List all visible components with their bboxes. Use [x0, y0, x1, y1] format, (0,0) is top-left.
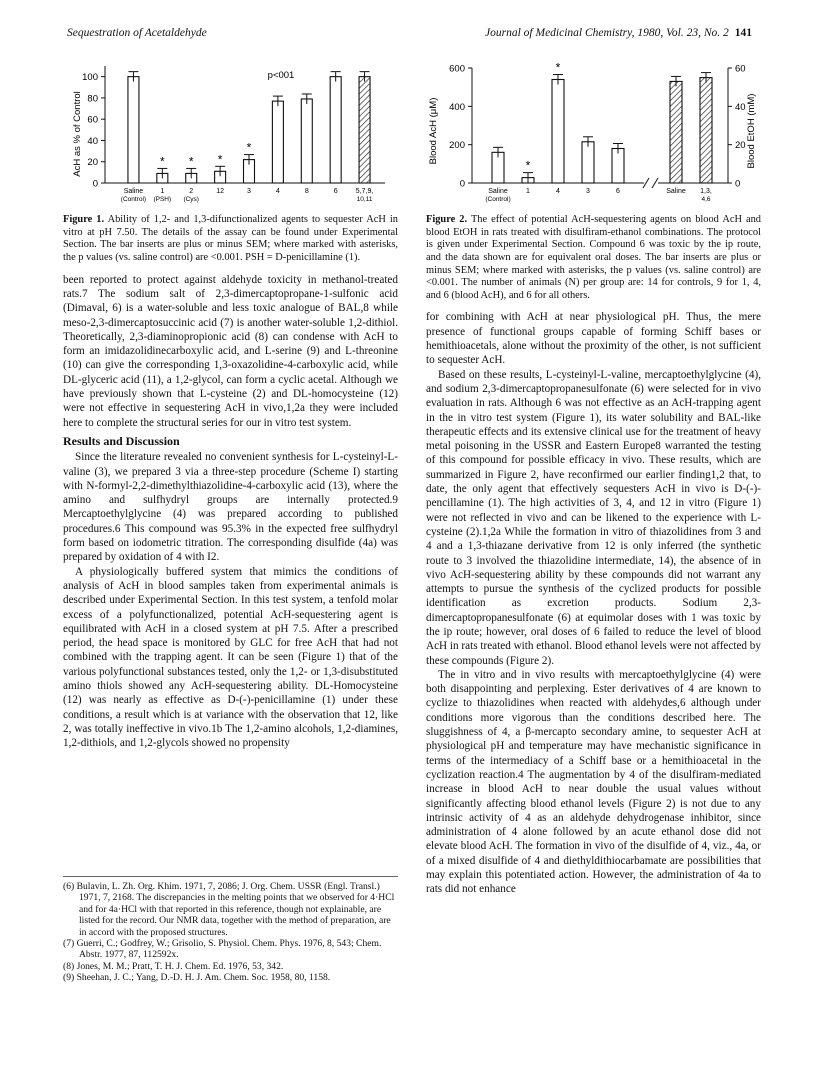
figure-2-right-y-tick-label: 20	[735, 140, 746, 152]
figure-1-x-tick-sublabel: (Cys)	[183, 196, 199, 203]
figure-2-ach-bar	[612, 149, 624, 184]
figure-2-right-y-tick-label: 0	[735, 178, 741, 190]
body-paragraph-in-vivo: Based on these results, L-cysteinyl-L-valine, mercaptoethylglycine (4), and sodium 2,3-dimercaptopropanesulfonate (6) were selected for in vivo evaluation in rats. Although 6 was not effective as an AcH-trapping agent in the in vitro test system (Figure 1), its water solubility and BAL-like therapeutic effects and its extensive clinical use for the treatment of heavy metal poisoning in the USSR and Eastern Europe8 warranted the testing of this compound for possible efficacy in vivo. These results, which are summarized in Figure 2, have reconfirmed our earlier finding1,2 that, to date, the only agent that effectively sequesters AcH in vivo is D-(-)-pencillamine (1). The high activities of 3, 4, and 12 in vitro (Figure 1) were not reflected in vivo and can be likened to the experience with L-cysteine (2).1,2a While the formation in vitro of thiazolidines from 3 and 4 and a 1,3-thiazane derivative from 12 is only inferred (the synthetic route to 3 involved the thiazolidine intermediate, 14), the absence of in vivo AcH-sequestering ability by these compounds did not warrant any attempts to pursue the synthesis of the cyclized products for possible identification as excretion products. Sodium 2,3-dimercaptopropanesulfonate (6) at equimolar doses with 1 was toxic by the ip route; however, oral doses of 6 failed to reduce the level of blood AcH in rats treated with ethanol. Blood ethanol levels were not affected by these compounds (Figure 2).	[426, 368, 761, 667]
figure-1-x-tick-label: 1	[160, 188, 165, 195]
figure-2-x-tick-sublabel: 4,6	[701, 196, 711, 203]
page-number: 141	[734, 27, 752, 39]
figure-1-caption-label: Figure 1.	[63, 214, 105, 226]
figure-1-x-tick-sublabel: (Control)	[120, 196, 147, 203]
body-paragraph-continued: for combining with AcH at near physiological pH. Thus, the mere presence of functional groups capable of forming Schiff bases or hemithioacetals, alone without the proximity of the other, is not sufficient to sequester AcH.	[426, 311, 761, 367]
figure-1-x-tick-sublabel: (PSH)	[153, 196, 172, 203]
figure-1-significance-asterisk: *	[217, 152, 223, 167]
figure-1-y-tick-label: 100	[82, 72, 98, 84]
running-header-title: Sequestration of Acetaldehyde	[67, 27, 207, 39]
figure-1-x-tick-label: 12	[216, 188, 225, 195]
figure-1-x-tick-label: 5,7,9,	[355, 188, 374, 195]
figure-1-significance-asterisk: *	[159, 154, 165, 169]
figure-2-left-y-axis-label: Blood AcH (μM)	[428, 97, 439, 165]
figure-1-significance-asterisk: *	[188, 154, 194, 169]
figure-1	[63, 56, 398, 265]
figure-2-x-tick-sublabel: (Control)	[485, 196, 511, 203]
figure-2-left-y-tick-label: 200	[449, 140, 465, 152]
body-paragraph-test-system: A physiologically buffered system that mimics the conditions of analysis of AcH in blood samples taken from experimental animals is described under Experimental Section. In this test system, a tenfold molar excess of a polyfunctionalized, potential AcH-sequestering agent is equilibrated with AcH in a closed system at pH 7.5. After a prescribed period, the head space is monitored by GLC for free AcH that had not combined with the trapping agent. It can be seen (Figure 1) that of the various polyfunctional substances tested, only the 1,2- or 1,3-disubstituted amino thiols showed any AcH-sequestering ability. DL-Homocysteine (12) was nearly as effective as D-(-)-penicillamine (1) under these conditions, a result which is at variance with the observation that 12, like 2, was totally ineffective in vivo.1b The 1,2-amino alcohols, 1,2-diamines, 1,2-dithiols, and 1,2-glycols showed no propensity	[63, 565, 398, 750]
figure-1-bar	[128, 77, 139, 183]
figure-2-right-y-tick-label: 60	[735, 63, 746, 75]
figure-1-annotation: p<001	[267, 70, 295, 81]
figure-2-x-tick-label: Saline	[666, 188, 686, 195]
figure-2-significance-asterisk: *	[525, 158, 531, 173]
figure-1-x-tick-label: 6	[333, 188, 338, 195]
body-paragraph-intro: been reported to protect against aldehyde toxicity in methanol-treated rats.7 The sodium salt of 2,3-dimercaptopropane-1-sulfonic acid (Dimaval, 6) is a water-soluble and less toxic analogue of BAL,8 while meso-2,3-dimercaptosuccinic acid (7) is another water-soluble 1,2-dithiol. Theoretically, 2,3-diaminopropionic acid (8) can condense with AcH to form an imidazolidinecarboxylic acid, and L-serine (9) and L-threonine (10) can give the corresponding 1,3-oxazolidine-4-carboxylic acid, while DL-glyceric acid (11), a 1,2-glycol, can form a cyclic acetal. Although we have previously shown that L-cysteine (2) and DL-homocysteine (12) were not effective in sequestering AcH in vivo,1,2a they were included here to complete the structural series for our in vitro test system.	[63, 273, 398, 429]
figure-2-axis-break	[652, 178, 658, 188]
figure-1-caption-text: Ability of 1,2- and 1,3-difunctionalized agents to sequester AcH in vitro at pH 7.50. The details of the assay can be found under Experimental Section. The bar inserts are plus or minus SEM; where marked with asterisks, the p values (vs. saline control) are <0.001. PSH = D-penicillamine (1).	[63, 214, 398, 264]
figure-2-x-tick-label: 1	[526, 188, 530, 195]
figure-1-x-tick-sublabel: 10,11	[356, 196, 373, 203]
figure-1-bar	[359, 77, 370, 183]
figure-2-ach-bar	[582, 142, 594, 183]
figure-2-caption-label: Figure 2.	[426, 214, 468, 226]
figure-2-ach-bar	[552, 80, 564, 184]
figure-2-left-y-tick-label: 0	[459, 178, 465, 190]
reference-8: (8) Jones, M. M.; Pratt, T. H. J. Chem. Ed. 1976, 53, 342.	[63, 960, 284, 972]
figure-1-bar	[272, 101, 283, 183]
figure-2-right-y-axis-label: Blood EtOH (mM)	[746, 93, 757, 169]
reference-6: (6) Bulavin, L. Zh. Org. Khim. 1971, 7, 2086; J. Org. Chem. USSR (Engl. Transl.) 1971, 7, 2168. The discrepancies in the melting points that we observed for 4·HCl and for 4a·HCl with that reported in this reference, though not explainable, are listed for the record. Our NMR data, together with the method of preparation, are in accord with the proposed structures.	[63, 881, 395, 938]
body-paragraph-synthesis: Since the literature revealed no convenient synthesis for L-cysteinyl-L-valine (3), we prepared 3 via a three-step procedure (Scheme I) starting with N-formyl-2,2-dimethylthiazolidine-4-carboxylic acid (13), where the amino and sulfhydryl groups are internally protected.9 Mercaptoethylglycine (4) was prepared according to published procedures.6 This compound was 95.3% in the expected free sulfhydryl form based on iodometric titration. The corresponding disulfide (4a) was prepared by oxidation of 4 with I2.	[63, 451, 398, 564]
section-heading-results: Results and Discussion	[63, 433, 180, 448]
figure-1-x-tick-label: 3	[247, 188, 251, 195]
figure-1-y-tick-label: 80	[87, 93, 98, 105]
figure-2-etoh-bar	[700, 78, 712, 183]
figure-2-left-y-tick-label: 600	[449, 63, 465, 75]
figure-1-y-tick-label: 20	[87, 157, 98, 169]
journal-citation: Journal of Medicinal Chemistry, 1980, Vol. 23, No. 2	[485, 27, 729, 39]
footnote-references	[63, 876, 398, 984]
figure-1-x-tick-label: 2	[189, 188, 194, 195]
figure-2-etoh-bar	[670, 81, 682, 183]
figure-2-caption	[426, 214, 761, 302]
running-header-journal	[485, 27, 752, 39]
figure-2-x-tick-label: 3	[586, 188, 590, 195]
figure-2-right-y-tick-label: 40	[735, 101, 746, 113]
figure-2-x-tick-label: Saline	[488, 188, 508, 195]
figure-1-y-tick-label: 60	[87, 114, 98, 126]
figure-2-x-tick-label: 6	[616, 188, 620, 195]
figure-2-left-y-tick-label: 400	[449, 101, 465, 113]
figure-1-y-axis-label: AcH as % of Control	[72, 91, 83, 177]
figure-1-x-tick-label: 4	[275, 188, 280, 195]
figure-1-y-tick-label: 40	[87, 135, 98, 147]
body-paragraph-mercaptoethylglycine: The in vitro and in vivo results with mercaptoethylglycine (4) were both disappointing and perplexing. Ester derivatives of 4 are known to cyclize to thiazolidines when reacted with aldehydes,6 although under conditions more vigorous than the conditions described here. The sluggishness of 4, a β-mercapto secondary amine, to sequester AcH at physiological pH and temperature may have mechanistic significance in terms of the intermediacy of a Schiff base or a hemithioacetal in the cyclization reaction.4 The augmentation by 4 of the disulfiram-mediated increase in blood AcH to near double the usual values without significantly affecting blood ethanol levels (Figure 2) is not due to any intrinsic activity of 4 as an aldehyde dehydrogenase inhibitor, since administration of 4 alone followed by an acute ethanol dose did not elevate blood AcH. The formation in vivo of the disulfide of 4, viz., 4a, or of a mixed disulfide of 4 and diethyldithiocarbamate are possibilities that may explain this potentiated action. However, the administration of 4a to rats did not enhance	[426, 668, 761, 896]
figure-2-chart	[426, 56, 761, 206]
reference-9: (9) Sheehan, J. C.; Yang, D.-D. H. J. Am. Chem. Soc. 1958, 80, 1158.	[63, 972, 331, 984]
figure-1-x-tick-label: 8	[304, 188, 309, 195]
figure-1-bar	[330, 77, 341, 183]
figure-2-x-tick-label: 1,3,	[700, 188, 712, 195]
figure-1-y-tick-label: 0	[92, 178, 98, 190]
figure-2-caption-text: The effect of potential AcH-sequestering agents on blood AcH and blood EtOH in rats treated with disulfiram-ethanol combinations. The protocol is given under Experimental Section. Compound 6 was toxic by the ip route, and the data shown are for equivalent oral doses. The bar inserts are plus or minus SEM; where marked with asterisks, the p values (vs. saline control) are <0.001. The number of animals (N) per group are: 14 for controls, 9 for 1, 4, and 6 (blood AcH), and 6 for all others.	[426, 214, 761, 301]
figure-2-x-tick-label: 4	[556, 188, 560, 195]
figure-1-caption	[63, 214, 398, 264]
figure-2	[426, 56, 761, 302]
figure-2-significance-asterisk: *	[555, 60, 561, 75]
figure-1-x-tick-label: Saline	[123, 188, 144, 195]
right-column	[426, 56, 761, 897]
figure-1-significance-asterisk: *	[246, 140, 252, 155]
figure-1-bar	[301, 99, 312, 183]
reference-7: (7) Guerri, C.; Godfrey, W.; Grisolio, S. Physiol. Chem. Phys. 1976, 8, 543; Chem. Abstr. 1977, 87, 112592x.	[63, 938, 382, 961]
figure-1-chart	[63, 56, 398, 206]
left-column	[63, 56, 398, 750]
